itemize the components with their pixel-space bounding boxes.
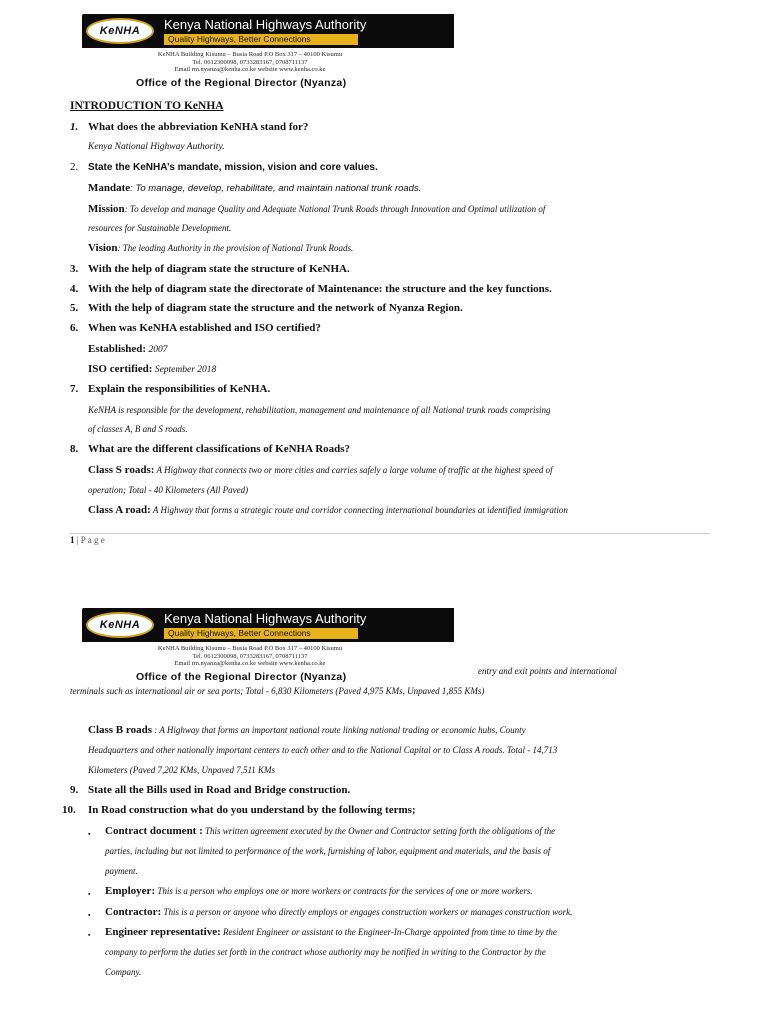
question-9 [70,783,350,797]
bullet-icon: ▪ [88,931,91,939]
term-definition: This is a person or anyone who directly employs or engages construction workers or manages construction work. [161,907,573,917]
term-definition: Resident Engineer or assistant to the Engineer-In-Charge appointed from time to time by the [220,927,557,937]
question-number: 4. [70,283,79,295]
answer-7-cont: of classes A, B and S roads. [88,424,188,434]
class-s-text: A Highway that connects two or more cities and carries safely a large volume of traffic at the highest speed of [154,465,553,475]
term-contractor [70,905,572,919]
question-text: What does the abbreviation KeNHA stand for? [88,121,309,133]
class-s-text-cont: operation; Total - 40 Kilometers (All Paved) [88,485,249,495]
class-a-label: Class A road: [88,504,151,516]
contact-email: Email rm.nyanza@kenha.co.ke website www.kenha.co.ke [174,66,326,73]
kenha-logo [86,612,154,638]
letterhead [82,14,454,89]
vision-label: Vision [88,242,118,254]
question-text: What are the different classifications of KeNHA Roads? [88,443,351,455]
question-text: When was KeNHA established and ISO certified? [88,322,321,334]
class-b-text: : A Highway that forms an important national route linking national trading or economic hubs, County [151,725,526,735]
vision-line [88,241,353,255]
term-engineer-representative [70,925,557,939]
question-number: 3. [70,263,79,275]
letterhead-banner [82,14,454,48]
mandate-line [88,181,421,196]
term-label: Contract document : [105,825,203,837]
page-footer [70,535,105,545]
mission-text-cont: resources for Sustainable Development. [88,223,232,233]
class-a-text-cont-2: terminals such as international air or sea ports; Total - 6,830 Kilometers (Paved 4,975 KMs, Unpaved 1,855 KMs) [70,686,485,696]
question-8 [70,442,350,456]
answer-7: KeNHA is responsible for the development, rehabilitation, management and maintenance of all National trunk roads comprising [88,405,551,415]
logo-text: KeNHA [99,25,141,37]
vision-text: : The leading Authority in the provision of National Trunk Roads. [117,243,354,253]
question-number: 1. [70,121,79,133]
question-text: State the KeNHA’s mandate, mission, vision and core values. [88,162,378,173]
answer-1: Kenya National Highway Authority. [88,142,225,152]
term-label: Contractor: [105,906,162,918]
term-label: Employer: [105,885,156,897]
contact-phone: Tel. 0612300098, 0733283167, 0708711137 [192,58,308,66]
mandate-label: Mandate [88,182,131,194]
section-heading: INTRODUCTION TO KeNHA [70,100,224,112]
page-number: 1 [70,535,75,545]
iso-value: September 2018 [152,365,217,375]
term-employer [70,884,533,898]
question-text: With the help of diagram state the structure of KeNHA. [88,263,350,275]
logo-text: KeNHA [99,619,141,631]
question-number: 2. [70,161,79,173]
question-text: State all the Bills used in Road and Bridge construction. [88,784,351,796]
established-label: Established: [88,343,147,355]
office-title: Office of the Regional Director (Nyanza) [136,76,347,89]
class-b-text-cont: Headquarters and other nationally important centers to each other and to the National Capital or to Class A roads. Total - 14,713 [88,745,558,755]
bullet-icon: ▪ [88,890,91,898]
established-line [88,342,167,357]
question-4 [70,282,552,296]
class-b-label: Class B roads [88,724,152,736]
class-b-text-cont-2: Kilometers (Paved 7,202 KMs, Unpaved 7,511 KMs [88,765,276,775]
class-a-text: A Highway that forms a strategic route and corridor connecting international boundaries at identified immigration [150,505,568,515]
contact-info [82,645,418,668]
tagline: Quality Highways, Better Connections [164,34,358,45]
mission-label: Mission [88,203,125,215]
term-definition-cont-2: payment. [105,866,138,876]
question-number: 8. [70,443,79,455]
question-text: Explain the responsibilities of KeNHA. [88,383,271,395]
term-contract-document [70,824,555,838]
established-value: 2007 [146,345,168,355]
term-definition-cont-2: Company. [105,967,142,977]
question-5 [70,301,463,315]
page-label: | P a g e [74,535,105,545]
question-7 [70,382,270,396]
mission-text: : To develop and manage Quality and Adequate National Trunk Roads through Innovation and Optimal utilization of [124,204,546,214]
office-title: Office of the Regional Director (Nyanza) [136,670,347,683]
class-a-line [88,503,568,517]
kenha-logo [86,18,154,44]
organization-name: Kenya National Highways Authority [164,16,367,32]
iso-line [88,362,216,377]
mandate-text: : To manage, develop, rehabilitate, and maintain national trunk roads. [130,183,422,194]
bullet-icon: ▪ [88,911,91,919]
term-label: Engineer representative: [105,926,221,938]
question-1 [70,120,308,134]
question-number: 5. [70,302,79,314]
question-number: 7. [70,383,79,395]
question-10 [62,803,416,817]
mission-line [88,202,545,216]
letterhead [82,608,454,683]
iso-label: ISO certified: [88,363,153,375]
question-3 [70,262,350,276]
bullet-icon: ▪ [88,830,91,838]
organization-name: Kenya National Highways Authority [164,610,367,626]
class-b-line [88,723,526,737]
contact-phone: Tel. 0612300098, 0733283167, 0708711137 [192,652,308,660]
term-definition: This written agreement executed by the Owner and Contractor setting forth the obligations of the [202,826,556,836]
question-text: In Road construction what do you understand by the following terms; [88,804,416,816]
question-number: 6. [70,322,79,334]
term-definition-cont: company to perform the duties set forth in the contract whose authority may be notified in writing to the Contractor by the [105,947,546,957]
question-number: 9. [70,784,79,796]
term-definition: This is a person who employs one or more workers or contracts for the services of one or more workers. [155,886,533,896]
question-text: With the help of diagram state the directorate of Maintenance: the structure and the key functions. [88,283,552,295]
contact-address: KeNHA Building Kisumu – Busia Road P.O Box 317 – 40100 Kisumu [157,645,343,652]
class-a-text-cont: entry and exit points and international [478,666,617,676]
contact-address: KeNHA Building Kisumu – Busia Road P.O Box 317 – 40100 Kisumu [157,51,343,58]
class-s-line [88,463,553,477]
question-number: 10. [62,804,76,816]
tagline: Quality Highways, Better Connections [164,628,358,639]
question-text: With the help of diagram state the structure and the network of Nyanza Region. [88,302,463,314]
term-definition-cont: parties, including but not limited to performance of the work, furnishing of labor, equipment and materials, and the basis of [105,846,551,856]
contact-email: Email rm.nyanza@kenha.co.ke website www.kenha.co.ke [174,660,326,667]
question-6 [70,321,321,335]
class-s-label: Class S roads: [88,464,155,476]
footer-divider [70,533,710,534]
document-page-2 [0,598,768,1024]
contact-info [82,51,418,74]
question-2 [70,160,378,175]
letterhead-banner [82,608,454,642]
